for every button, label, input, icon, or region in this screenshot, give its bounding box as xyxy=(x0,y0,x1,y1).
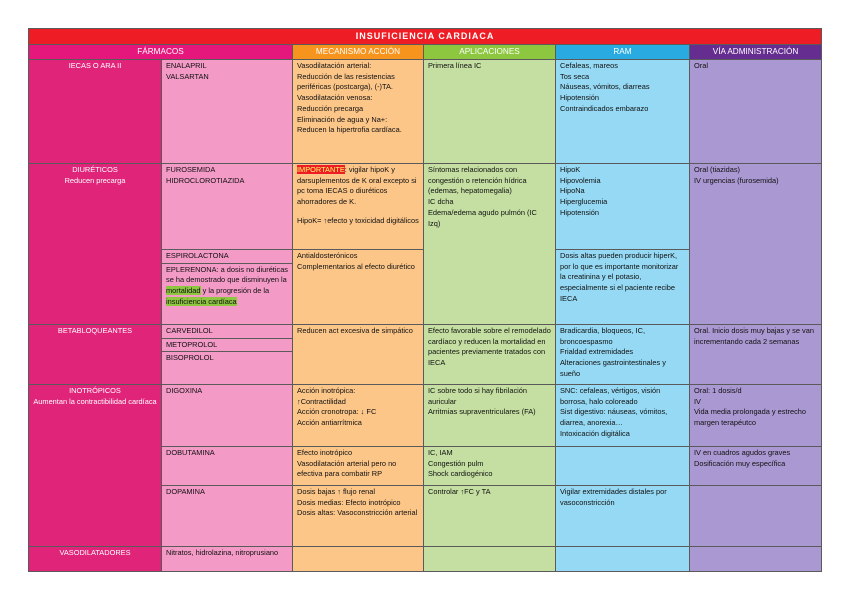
text-line: Bradicardia, bloqueos, IC, broncoespasmo xyxy=(560,325,646,346)
text-line: Efecto inotrópico xyxy=(297,447,353,457)
table-row xyxy=(29,59,822,163)
text-line: Vida media prolongada y estrecho margen terapéutco xyxy=(694,407,807,428)
text-line: Shock cardiogénico xyxy=(428,469,493,479)
mecanismo-diureticos-b xyxy=(293,249,424,324)
mecanismo-dopamina xyxy=(293,485,424,546)
text-line: HipoK xyxy=(560,164,581,174)
text-line: Frialdad extremidades xyxy=(560,347,634,357)
table-title: INSUFICIENCIA CARDIACA xyxy=(29,29,822,45)
text-line: IC, IAM xyxy=(428,447,453,457)
group-label: BETABLOQUEANTES xyxy=(57,325,133,335)
group-label: IECAS O ARA II xyxy=(68,60,122,70)
mecanismo-ieca xyxy=(293,59,424,163)
text-line: SNC: cefaleas, vértigos, visión borrosa, halo coloreado xyxy=(560,385,661,406)
group-label: DIURÉTICOS xyxy=(72,164,118,174)
text-line: Hipotensión xyxy=(560,93,600,103)
table-row xyxy=(29,163,822,249)
table-wrapper xyxy=(28,28,821,572)
text-line: Vasodilatación arterial pero no efectiva para combatir RP xyxy=(297,458,397,479)
group-inotropicos xyxy=(29,384,162,546)
ram-dopamina xyxy=(556,485,690,546)
group-diureticos xyxy=(29,163,162,324)
text-line: Reducción precarga xyxy=(297,103,364,113)
drug-name: ESPIROLACTONA xyxy=(166,250,229,260)
drug-name: FUROSEMIDA xyxy=(166,164,216,174)
drugs-vaso xyxy=(162,546,293,571)
header-via: VÍA ADMINISTRACIÓN xyxy=(690,45,822,60)
aplicaciones-diureticos xyxy=(424,163,556,324)
text-line: Acción antiarrítmica xyxy=(297,418,362,428)
text-line: Intoxicación digitálica xyxy=(560,428,630,438)
header-ram: RAM xyxy=(556,45,690,60)
text-line: : vigilar hipoK y darsuplementos de K oral excepto si pc toma IECAS o diuréticos ahorradores de K. xyxy=(297,164,417,207)
aplicaciones-dobutamina xyxy=(424,446,556,485)
via-ieca xyxy=(690,59,822,163)
group-ieca xyxy=(29,59,162,163)
text-line: IC dcha xyxy=(428,197,454,207)
aplicaciones-dopamina xyxy=(424,485,556,546)
text-line: Vasodilatación venosa: xyxy=(297,93,373,103)
header-mecanismo: MECANISMO ACCIÓN xyxy=(293,45,424,60)
text-line: Acción cronotropa: ↓ FC xyxy=(297,407,377,417)
header-aplicaciones: APLICACIONES xyxy=(424,45,556,60)
group-label: VASODILATADORES xyxy=(59,547,131,557)
text-line: Contraindicados embarazo xyxy=(560,103,649,113)
text-line: Arritmias supraventriculares (FA) xyxy=(428,407,536,417)
ram-ieca xyxy=(556,59,690,163)
important-label: IMPORTANTE xyxy=(297,164,345,174)
group-label: INOTRÓPICOS xyxy=(69,385,121,395)
text-line: IV xyxy=(694,396,701,406)
text-line: Oral. Inicio dosis muy bajas y se van incrementando cada 2 semanas xyxy=(694,325,814,346)
text-line: Vigilar extremidades distales por vasoconstricción xyxy=(560,486,667,507)
text-line: y la progresión de la xyxy=(202,286,270,296)
drugs-digoxina xyxy=(162,384,293,446)
drug-name: HIDROCLOROTIAZIDA xyxy=(166,175,245,185)
via-digoxina xyxy=(690,384,822,446)
drugs-diureticos-a xyxy=(162,163,293,249)
aplicaciones-beta xyxy=(424,324,556,384)
text-line: Complementarios al efecto diurético xyxy=(297,261,415,271)
text-line: Reducción de las resistencias periféricas (postcarga), (-)TA. xyxy=(297,71,395,92)
ram-vaso xyxy=(556,546,690,571)
aplicaciones-digoxina xyxy=(424,384,556,446)
text-line: IC sobre todo si hay fibrilación auricular xyxy=(428,385,528,406)
text-line: Dosificación muy específica xyxy=(694,458,786,468)
drugs-dobutamina xyxy=(162,446,293,485)
text-line: Síntomas relacionados con congestión o retención hídrica (edemas, hepatomegalia) xyxy=(428,164,527,196)
text-line: Efecto favorable sobre el remodelado cardíaco y reducen la mortalidad en pacientes previamente tratados con IECA xyxy=(428,325,551,368)
text-line: ↑Contractilidad xyxy=(297,396,346,406)
text-line: EPLERENONA: a dosis no diuréticas se ha demostrado que disminuyen la xyxy=(166,264,288,285)
ram-digoxina xyxy=(556,384,690,446)
text-line: Congestión pulm xyxy=(428,458,484,468)
drug-name: VALSARTAN xyxy=(166,71,209,81)
aplicaciones-vaso xyxy=(424,546,556,571)
drug-name: Nitratos, hidrolazina, nitroprusiano xyxy=(166,547,279,557)
text-line: Náuseas, vómitos, diarreas xyxy=(560,82,650,92)
drugs-diureticos-b xyxy=(162,249,293,324)
text-line: Reducen la hipertrofia cardíaca. xyxy=(297,125,402,135)
header-farmacos: FÁRMACOS xyxy=(29,45,293,60)
via-diureticos xyxy=(690,163,822,324)
ram-diureticos-a xyxy=(556,163,690,249)
drug-name: BISOPROLOL xyxy=(162,351,292,365)
table-row xyxy=(29,384,822,446)
text-line: Dosis altas pueden producir hiperK, por lo que es importante monitorizar la creatinina y el potasio, especialmente si el paciente recibe IECA xyxy=(560,250,679,303)
drug-name: ENALAPRIL xyxy=(166,60,207,70)
text-line: Oral (tiazidas) xyxy=(694,164,740,174)
drugs-beta xyxy=(162,324,293,384)
text-line: Acción inotrópica: xyxy=(297,385,356,395)
text-line: Dosis medias: Efecto inotrópico xyxy=(297,497,401,507)
drugs-dopamina xyxy=(162,485,293,546)
text-line: Hipotensión xyxy=(560,207,600,217)
via-beta xyxy=(690,324,822,384)
via-dopamina xyxy=(690,485,822,546)
text-line: Hiperglucemia xyxy=(560,197,608,207)
eplerenona-note xyxy=(162,263,292,309)
text-line: IV en cuadros agudos graves xyxy=(694,447,791,457)
mecanismo-digoxina xyxy=(293,384,424,446)
text-line: Tos seca xyxy=(560,71,590,81)
table-row xyxy=(29,546,822,571)
text-line: Primera línea IC xyxy=(428,60,482,70)
drug-name: CARVEDILOL xyxy=(166,325,213,335)
via-dobutamina xyxy=(690,446,822,485)
text-line: Hipovolemia xyxy=(560,175,601,185)
group-sublabel: Reducen precarga xyxy=(64,175,126,185)
header-row xyxy=(29,45,822,60)
ram-diureticos-b xyxy=(556,249,690,324)
text-line: Controlar ↑FC y TA xyxy=(428,486,491,496)
highlight: mortalidad xyxy=(166,286,201,296)
group-beta xyxy=(29,324,162,384)
text-line: Reducen act excesiva de simpático xyxy=(297,325,413,335)
text-line: Dosis altas: Vasoconstricción arterial xyxy=(297,508,418,518)
text-line: Oral: 1 dosis/d xyxy=(694,385,742,395)
drug-name: DOPAMINA xyxy=(166,486,205,496)
table-row xyxy=(29,324,822,384)
text-line: Alteraciones gastrointestinales y sueño xyxy=(560,358,666,378)
via-vaso xyxy=(690,546,822,571)
drug-name: DIGOXINA xyxy=(166,385,203,395)
highlight: insuficiencia cardíaca xyxy=(166,296,237,306)
text-line: HipoK= ↑efecto y toxicidad digitálicos xyxy=(297,215,419,225)
text-line: Eliminación de agua y Na+: xyxy=(297,114,388,124)
text-line: Antialdosterónicos xyxy=(297,250,358,260)
text-line: Edema/edema agudo pulmón (IC Izq) xyxy=(428,207,537,228)
mecanismo-dobutamina xyxy=(293,446,424,485)
text-line: Vasodilatación arterial: xyxy=(297,60,372,70)
text-line: HipoNa xyxy=(560,186,585,196)
mecanismo-beta xyxy=(293,324,424,384)
text-line: Sist digestivo: náuseas, vómitos, diarrea, anorexia… xyxy=(560,407,668,428)
ram-beta xyxy=(556,324,690,384)
heart-failure-table xyxy=(28,28,822,572)
text-line: IV urgencias (furosemida) xyxy=(694,175,779,185)
drugs-ieca xyxy=(162,59,293,163)
drug-name: METOPROLOL xyxy=(162,338,292,352)
group-vaso xyxy=(29,546,162,571)
mecanismo-vaso xyxy=(293,546,424,571)
text-line: Oral xyxy=(694,60,708,70)
text-line: Cefaleas, mareos xyxy=(560,60,618,70)
aplicaciones-ieca xyxy=(424,59,556,163)
group-sublabel: Aumentan la contractibilidad cardíaca xyxy=(33,396,157,406)
drug-name: DOBUTAMINA xyxy=(166,447,215,457)
text-line: Dosis bajas ↑ flujo renal xyxy=(297,486,376,496)
mecanismo-diureticos-a xyxy=(293,163,424,249)
ram-dobutamina xyxy=(556,446,690,485)
